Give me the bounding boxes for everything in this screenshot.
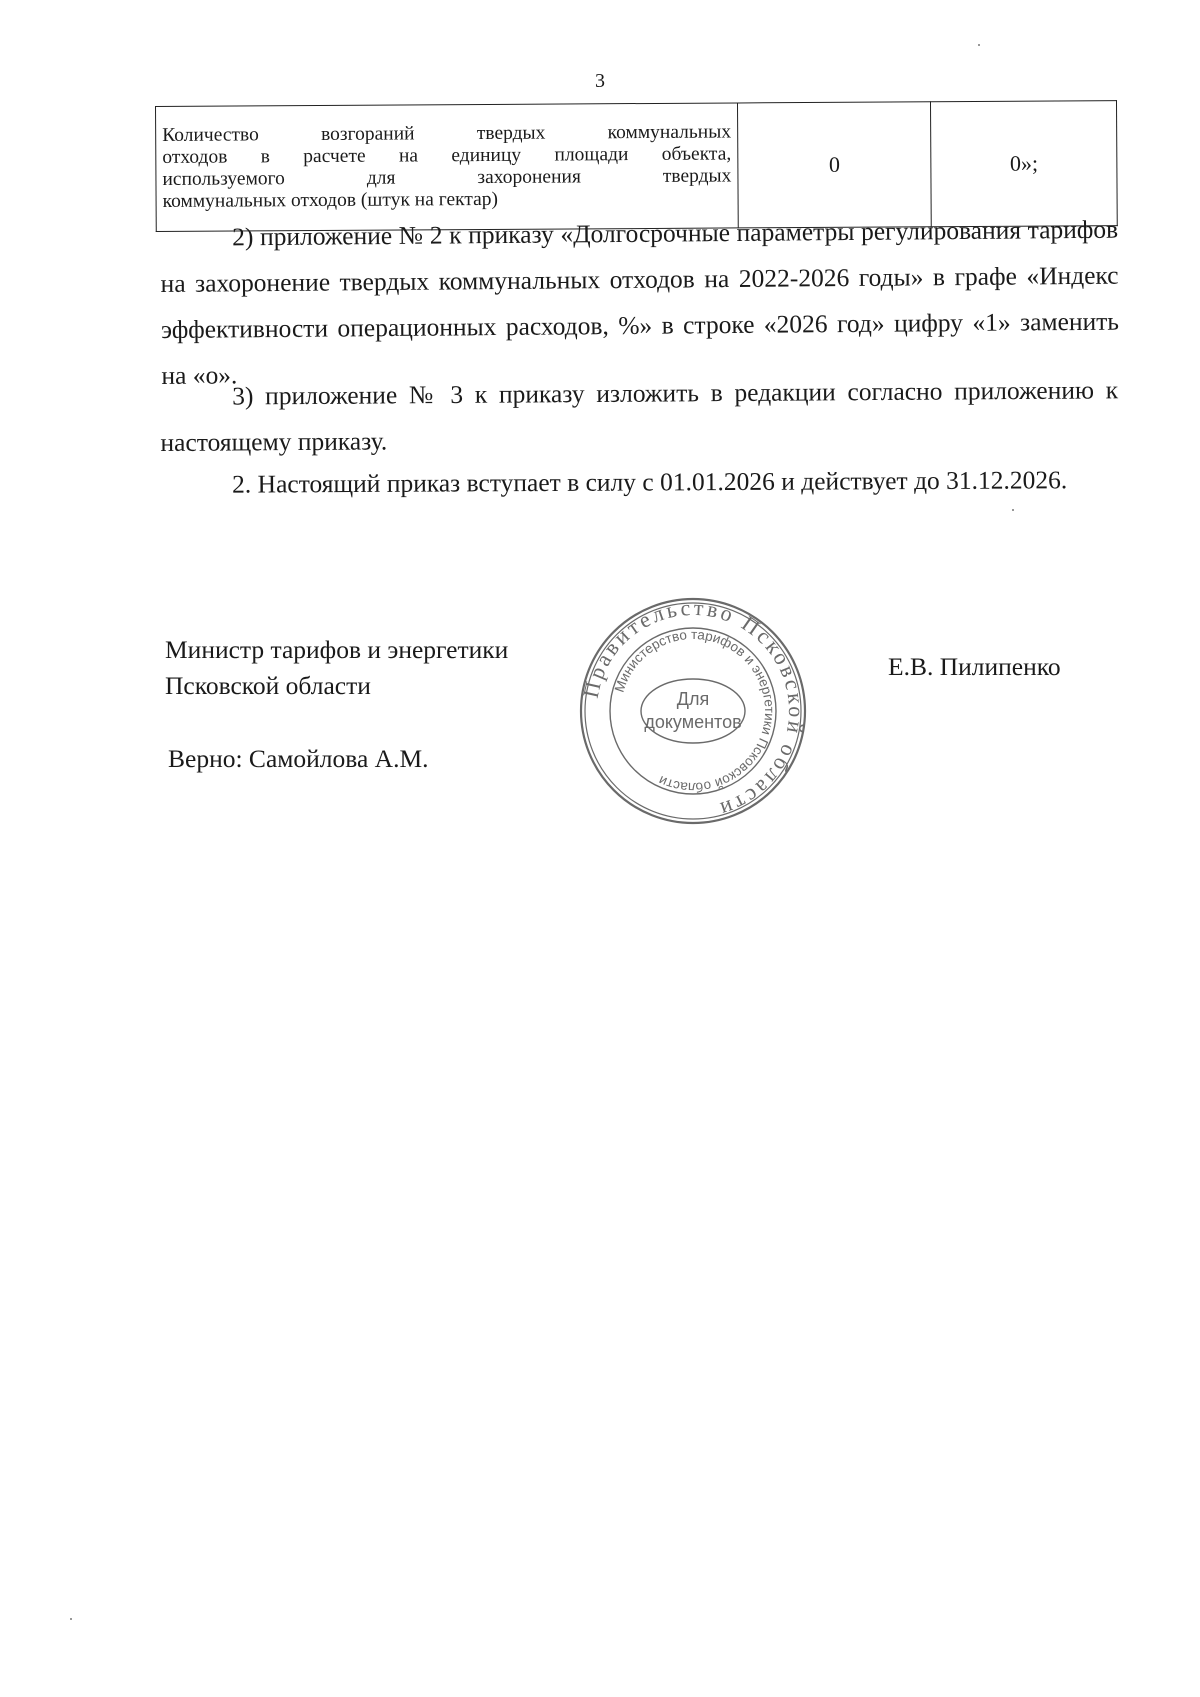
value-cell-1: 0 <box>737 102 931 228</box>
signer-position-line: Псковской области <box>165 671 371 700</box>
official-stamp <box>578 596 808 826</box>
indicator-line: коммунальных отходов (штук на гектар) <box>162 188 499 212</box>
stamp-outer-text: Правительство Псковской области <box>578 596 808 824</box>
signer-position-line: Министр тарифов и энергетики <box>165 635 509 664</box>
certification-note: Верно: Самойлова А.М. <box>168 744 429 773</box>
paragraph-item-2: 2) приложение № 2 к приказу «Долгосрочные параметры регулирования тарифов на захоронение твердых коммунальных отходов на 2022-2026 годы» в графе «Индекс эффективности операционных расходов, %» в строке «2026 год» цифру «1» заменить на «о». <box>160 214 1120 390</box>
signer-name: Е.В. Пилипенко <box>888 652 1061 681</box>
indicator-line: используемого для захоронения твердых <box>162 165 732 190</box>
scan-speck <box>70 1618 72 1620</box>
stamp-center-line: Для <box>676 689 710 709</box>
indicator-line: Количество возгораний твердых коммунальных <box>162 121 732 146</box>
paragraph-item-3: 3) приложение № 3 к приказу изложить в редакции согласно приложению к настоящему приказу. <box>160 375 1119 457</box>
paragraph-item-4: 2. Настоящий приказ вступает в силу с 01.01.2026 и действует до 31.12.2026. <box>232 465 1068 499</box>
indicator-line: отходов в расчете на единицу площади объекта, <box>162 143 732 168</box>
scan-speck <box>978 44 980 46</box>
scan-speck <box>1012 509 1014 511</box>
page-number: 3 <box>595 70 605 92</box>
value-cell-2: 0»; <box>931 101 1118 227</box>
stamp-inner-text: Министерство тарифов и энергетики Псковской области <box>611 626 778 796</box>
stamp-seal-icon <box>578 596 808 826</box>
signer-position <box>165 632 508 704</box>
stamp-center-line: документов <box>644 712 742 732</box>
